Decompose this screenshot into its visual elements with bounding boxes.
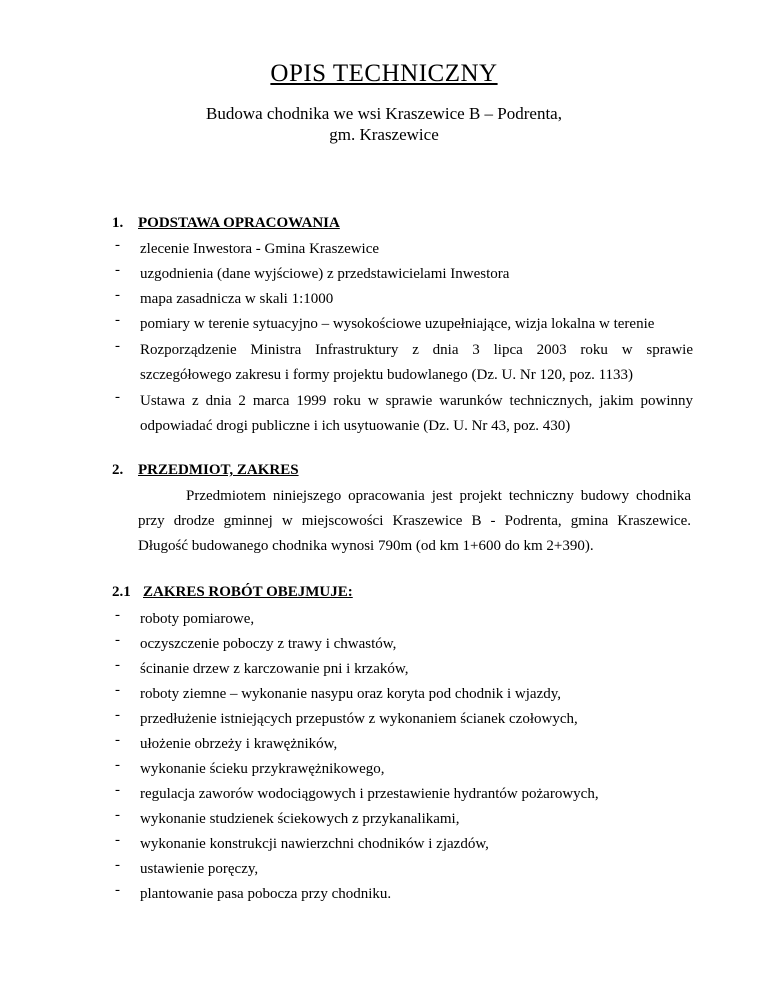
list-dash: - — [115, 682, 120, 698]
subtitle-line-2: gm. Kraszewice — [329, 125, 439, 144]
list-item-line: odpowiadać drogi publiczne i ich usytuowanie (Dz. U. Nr 43, poz. 430) — [140, 418, 571, 434]
list-dash: - — [115, 632, 120, 648]
paragraph-line: Przedmiotem niniejszego opracowania jest projekt techniczny budowy chodnika — [186, 488, 691, 504]
section-2-paragraph — [138, 484, 691, 559]
list-item-text: roboty ziemne – wykonanie nasypu oraz koryta pod chodnik i wjazdy, — [140, 686, 561, 702]
list-item-text: ułożenie obrzeży i krawężników, — [140, 736, 338, 752]
list-dash: - — [115, 607, 120, 623]
list-dash: - — [115, 757, 120, 773]
list-dash: - — [115, 732, 120, 748]
list-item-text: zlecenie Inwestora - Gmina Kraszewice — [140, 241, 380, 257]
list-item-text: uzgodnienia (dane wyjściowe) z przedstawicielami Inwestora — [140, 266, 510, 282]
list-item-text — [140, 389, 693, 439]
subtitle-line-1: Budowa chodnika we wsi Kraszewice B – Podrenta, — [206, 104, 562, 123]
list-item-text: wykonanie konstrukcji nawierzchni chodników i zjazdów, — [140, 836, 489, 852]
list-item-line: szczegółowego zakresu i formy projektu budowlanego (Dz. U. Nr 120, poz. 1133) — [140, 367, 634, 383]
list-dash: - — [115, 657, 120, 673]
document-title: OPIS TECHNICZNY — [270, 60, 498, 87]
list-dash: - — [115, 782, 120, 798]
list-item-text — [140, 338, 693, 388]
list-item-text: przedłużenie istniejących przepustów z wykonaniem ścianek czołowych, — [140, 711, 578, 727]
list-item-text: ścinanie drzew z karczowanie pni i krzaków, — [140, 661, 409, 677]
list-dash: - — [115, 707, 120, 723]
section-2-number: 2. — [112, 462, 124, 478]
paragraph-line: Długość budowanego chodnika wynosi 790m (od km 1+600 do km 2+390). — [138, 538, 594, 554]
list-item-text: wykonanie ścieku przykrawężnikowego, — [140, 761, 385, 777]
list-item-text: oczyszczenie poboczy z trawy i chwastów, — [140, 636, 397, 652]
list-item-text: roboty pomiarowe, — [140, 611, 255, 627]
section-2-1-title: ZAKRES ROBÓT OBEJMUJE: — [143, 584, 353, 600]
section-1-number: 1. — [112, 215, 124, 231]
list-dash: - — [115, 857, 120, 873]
list-item-text: ustawienie poręczy, — [140, 861, 259, 877]
list-item-line: Rozporządzenie Ministra Infrastruktury z dnia 3 lipca 2003 roku w sprawie — [140, 342, 693, 358]
list-dash: - — [115, 338, 120, 354]
list-item-text: pomiary w terenie sytuacyjno – wysokościowe uzupełniające, wizja lokalna w terenie — [140, 316, 655, 332]
section-2-title: PRZEDMIOT, ZAKRES — [138, 462, 299, 478]
list-dash: - — [115, 882, 120, 898]
list-dash: - — [115, 807, 120, 823]
list-dash: - — [115, 287, 120, 303]
list-item-text: plantowanie pasa pobocza przy chodniku. — [140, 886, 392, 902]
list-item-text: regulacja zaworów wodociągowych i przestawienie hydrantów pożarowych, — [140, 786, 599, 802]
list-dash: - — [115, 312, 120, 328]
list-dash: - — [115, 262, 120, 278]
section-1-title: PODSTAWA OPRACOWANIA — [138, 215, 340, 231]
paragraph-line: przy drodze gminnej w miejscowości Kraszewice B - Podrenta, gmina Kraszewice. — [138, 513, 691, 529]
list-item-text: mapa zasadnicza w skali 1:1000 — [140, 291, 334, 307]
list-dash: - — [115, 832, 120, 848]
section-2-1-number: 2.1 — [112, 584, 131, 600]
list-item-text: wykonanie studzienek ściekowych z przykanalikami, — [140, 811, 460, 827]
list-dash: - — [115, 389, 120, 405]
list-item-line: Ustawa z dnia 2 marca 1999 roku w sprawie warunków technicznych, jakim powinny — [140, 393, 693, 409]
list-dash: - — [115, 237, 120, 253]
